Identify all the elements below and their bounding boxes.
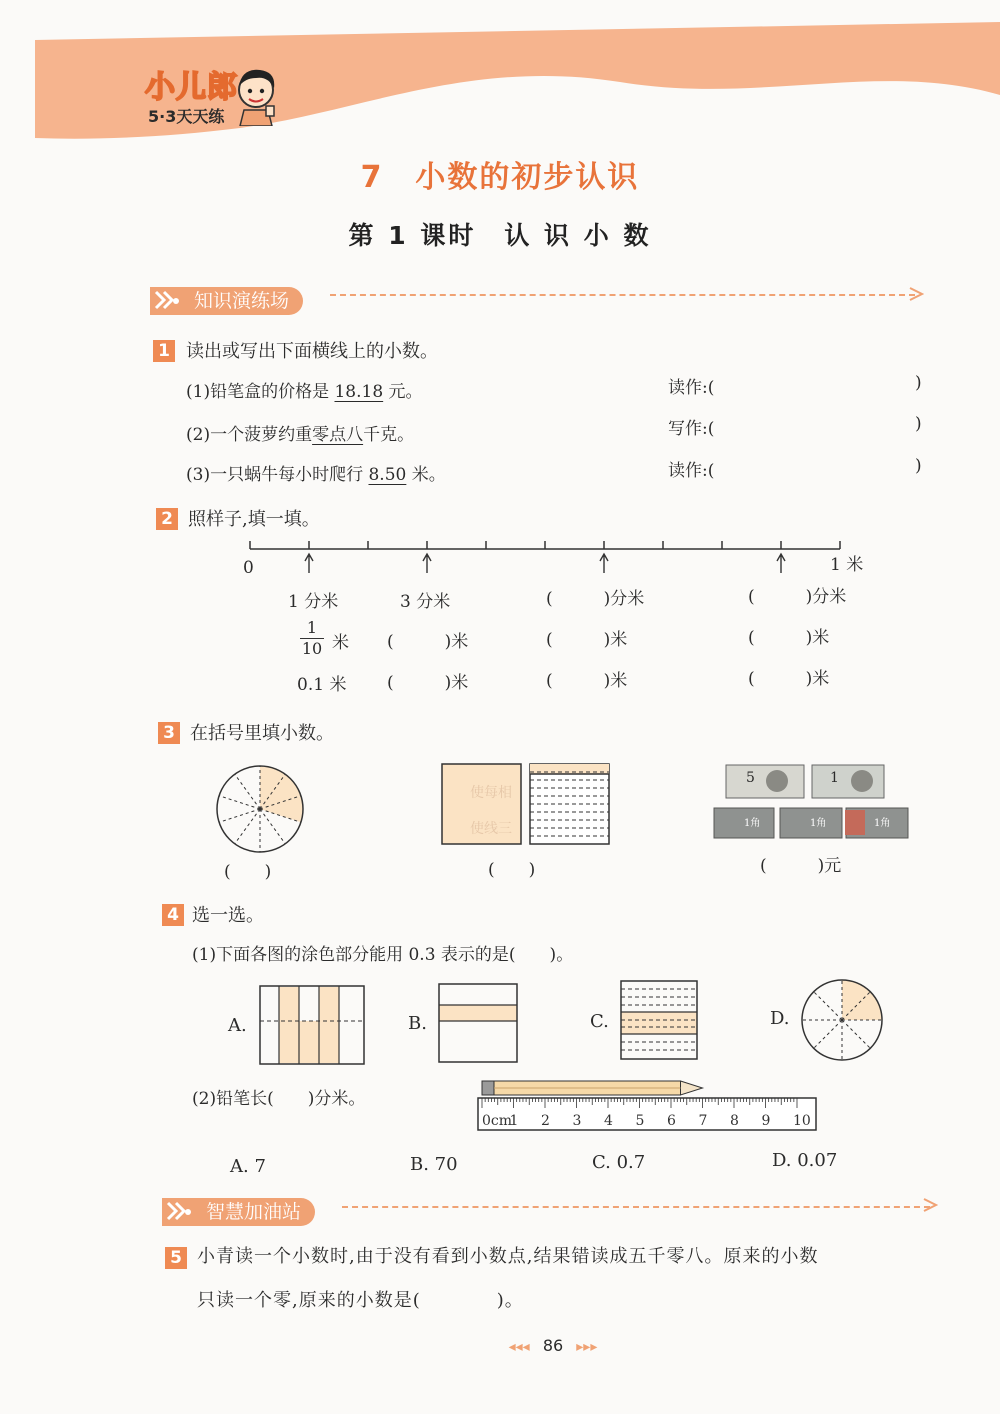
q3-answer-blank[interactable]: ( )元 <box>760 856 842 876</box>
lesson-title: 第 1 课时 认 识 小 数 <box>348 221 652 250</box>
question-prompt: 选一选。 <box>192 905 264 926</box>
question-prompt: 在括号里填小数。 <box>190 723 334 744</box>
q3-bill-label: 5 <box>746 770 755 786</box>
section-tag-label: 智慧加油站 <box>206 1201 302 1223</box>
q3-money-figure <box>712 762 912 842</box>
fraction-one-tenth <box>300 618 324 659</box>
number-line-end-label: 1 米 <box>830 555 864 575</box>
q1-item-text: 元。 <box>383 382 423 402</box>
q3-coin-note-label: 1角 <box>744 818 761 829</box>
sector-divider <box>235 774 260 809</box>
q1-answer-blank[interactable]: ) <box>915 414 922 434</box>
brand-logo-name: 小儿郎 <box>145 70 238 105</box>
q4-option-label[interactable]: C. <box>590 1011 609 1032</box>
q4-ruler-figure <box>476 1078 820 1134</box>
q3-bill-label: 1 <box>830 770 839 786</box>
sector-divider <box>219 809 260 822</box>
ruler-label: 8 <box>730 1113 739 1129</box>
ruler-label: 4 <box>604 1113 613 1129</box>
ruler-label: 9 <box>761 1113 771 1129</box>
q3-paper-figure <box>440 762 612 846</box>
ruler-label: 7 <box>698 1113 708 1129</box>
q3-coin-note-label: 1角 <box>810 818 827 829</box>
arrow-right-icon <box>922 1197 938 1213</box>
question-number: 5 <box>165 1247 187 1269</box>
q1-answer-blank[interactable]: ) <box>915 373 922 393</box>
next-arrows-icon: ▸▸▸ <box>576 1339 598 1355</box>
q1-answer-blank[interactable]: ) <box>915 456 922 476</box>
ruler-label: 2 <box>541 1113 550 1129</box>
page-number: 86 <box>542 1336 564 1355</box>
q3-answer-blank[interactable]: ( ) <box>224 862 272 882</box>
q4-choice[interactable]: C. 0.7 <box>592 1152 646 1173</box>
q4-option-a-figure[interactable] <box>259 985 365 1065</box>
number-line-arrow-icon <box>305 554 313 573</box>
q1-item-value: 8.50 <box>368 465 407 485</box>
question-number: 4 <box>162 904 184 926</box>
q1-answer-label: 读作:( <box>668 461 715 481</box>
sector-divider <box>842 1020 870 1048</box>
section-tag-label: 知识演练场 <box>194 290 290 312</box>
q1-item-1 <box>186 377 423 402</box>
q4-sub2-text: (2)铅笔长( )分米。 <box>192 1089 366 1109</box>
sector-divider <box>814 992 842 1020</box>
question-prompt: 读出或写出下面横线上的小数。 <box>186 341 438 362</box>
question-number: 3 <box>158 722 180 744</box>
q4-sub1-text: (1)下面各图的涂色部分能用 0.3 表示的是( )。 <box>192 945 574 965</box>
q1-item-text: 米。 <box>406 465 446 485</box>
q4-option-label[interactable]: A. <box>228 1015 247 1036</box>
arrow-right-icon <box>908 286 924 302</box>
q2-row1-cell[interactable]: ( )分米 <box>748 587 847 607</box>
prev-arrows-icon: ◂◂◂ <box>508 1339 530 1355</box>
q4-choice[interactable]: A. 7 <box>230 1156 266 1177</box>
section-divider-line <box>330 294 915 296</box>
question-prompt: 照样子,填一填。 <box>188 509 320 530</box>
q3-answer-blank[interactable]: ( ) <box>488 860 536 880</box>
sector-divider <box>235 809 260 844</box>
section-star-icon <box>152 288 182 314</box>
q4-option-label[interactable]: D. <box>770 1008 790 1029</box>
q2-row1-cell: 3 分米 <box>400 592 451 612</box>
q2-row3-cell[interactable]: ( )米 <box>387 673 469 693</box>
sector-divider <box>814 1020 842 1048</box>
q3-paper-watermark: 使线三 <box>470 821 512 837</box>
q4-option-c-figure[interactable] <box>620 980 698 1060</box>
q1-item-text: 千克。 <box>363 425 415 445</box>
q5-text-line1: 小青读一个小数时,由于没有看到小数点,结果错读成五千零八。原来的小数 <box>197 1246 819 1267</box>
q3-circle-figure <box>214 763 306 855</box>
mascot-icon <box>232 64 282 126</box>
fraction-unit: 米 <box>332 633 349 653</box>
chapter-title: 7 小数的初步认识 <box>360 160 640 195</box>
q2-row2-cell[interactable]: ( )米 <box>546 630 628 650</box>
q1-item-value: 18.18 <box>334 382 384 402</box>
footer-page-nav <box>478 1336 628 1355</box>
q4-option-d-figure[interactable] <box>800 978 884 1062</box>
ruler-label: 5 <box>635 1113 645 1129</box>
q4-option-b-figure[interactable] <box>438 983 518 1063</box>
question-number: 1 <box>153 340 175 362</box>
ruler-label: 1 <box>509 1113 519 1129</box>
q1-answer-label: 写作:( <box>668 419 715 439</box>
ruler-label: 0cm <box>482 1113 513 1129</box>
number-line <box>240 535 880 585</box>
brand-logo-subtitle: 5·3天天练 <box>148 107 225 126</box>
fraction-denominator: 10 <box>301 639 323 658</box>
number-line-arrow-icon <box>423 554 431 573</box>
q4-choice[interactable]: D. 0.07 <box>772 1150 838 1171</box>
q2-row2-cell[interactable]: ( )米 <box>748 628 830 648</box>
q2-row2-cell[interactable]: ( )米 <box>387 632 469 652</box>
sector-divider <box>219 796 260 809</box>
q4-option-label[interactable]: B. <box>408 1013 427 1034</box>
section-star-icon <box>164 1199 194 1225</box>
pencil-end <box>482 1081 494 1095</box>
question-number: 2 <box>156 508 178 530</box>
q2-row3-first: 0.1 米 <box>297 675 347 695</box>
q1-item-text: (3)一只蜗牛每小时爬行 <box>186 465 369 485</box>
q4-choice[interactable]: B. 70 <box>410 1154 458 1175</box>
q3-paper-watermark: 使每相 <box>470 785 512 801</box>
ruler-label: 6 <box>667 1113 676 1129</box>
ruler-label: 3 <box>572 1113 582 1129</box>
q1-answer-label: 读作:( <box>668 378 715 398</box>
pencil-tip-icon <box>681 1081 703 1095</box>
number-line-arrow-icon <box>600 554 608 573</box>
number-line-arrow-icon <box>777 554 785 573</box>
q2-row3-cell[interactable]: ( )米 <box>748 669 830 689</box>
section-divider-line <box>342 1206 930 1208</box>
q2-row1-cell: 1 分米 <box>288 592 339 612</box>
q1-item-3 <box>186 460 446 485</box>
q1-item-text: (1)铅笔盒的价格是 <box>186 382 335 402</box>
q2-row3-cell[interactable]: ( )米 <box>546 671 628 691</box>
number-line-start-label: 0 <box>243 558 254 578</box>
fraction-numerator: 1 <box>300 618 324 639</box>
q5-text-line2: 只读一个零,原来的小数是( )。 <box>197 1290 524 1311</box>
q1-item-2 <box>186 420 414 445</box>
q1-item-text: (2)一个菠萝约重 <box>186 425 313 445</box>
q2-row1-cell[interactable]: ( )分米 <box>546 589 645 609</box>
ruler-label: 10 <box>793 1113 811 1129</box>
q1-item-value: 零点八 <box>312 425 364 445</box>
q3-coin-note-label: 1角 <box>874 818 891 829</box>
